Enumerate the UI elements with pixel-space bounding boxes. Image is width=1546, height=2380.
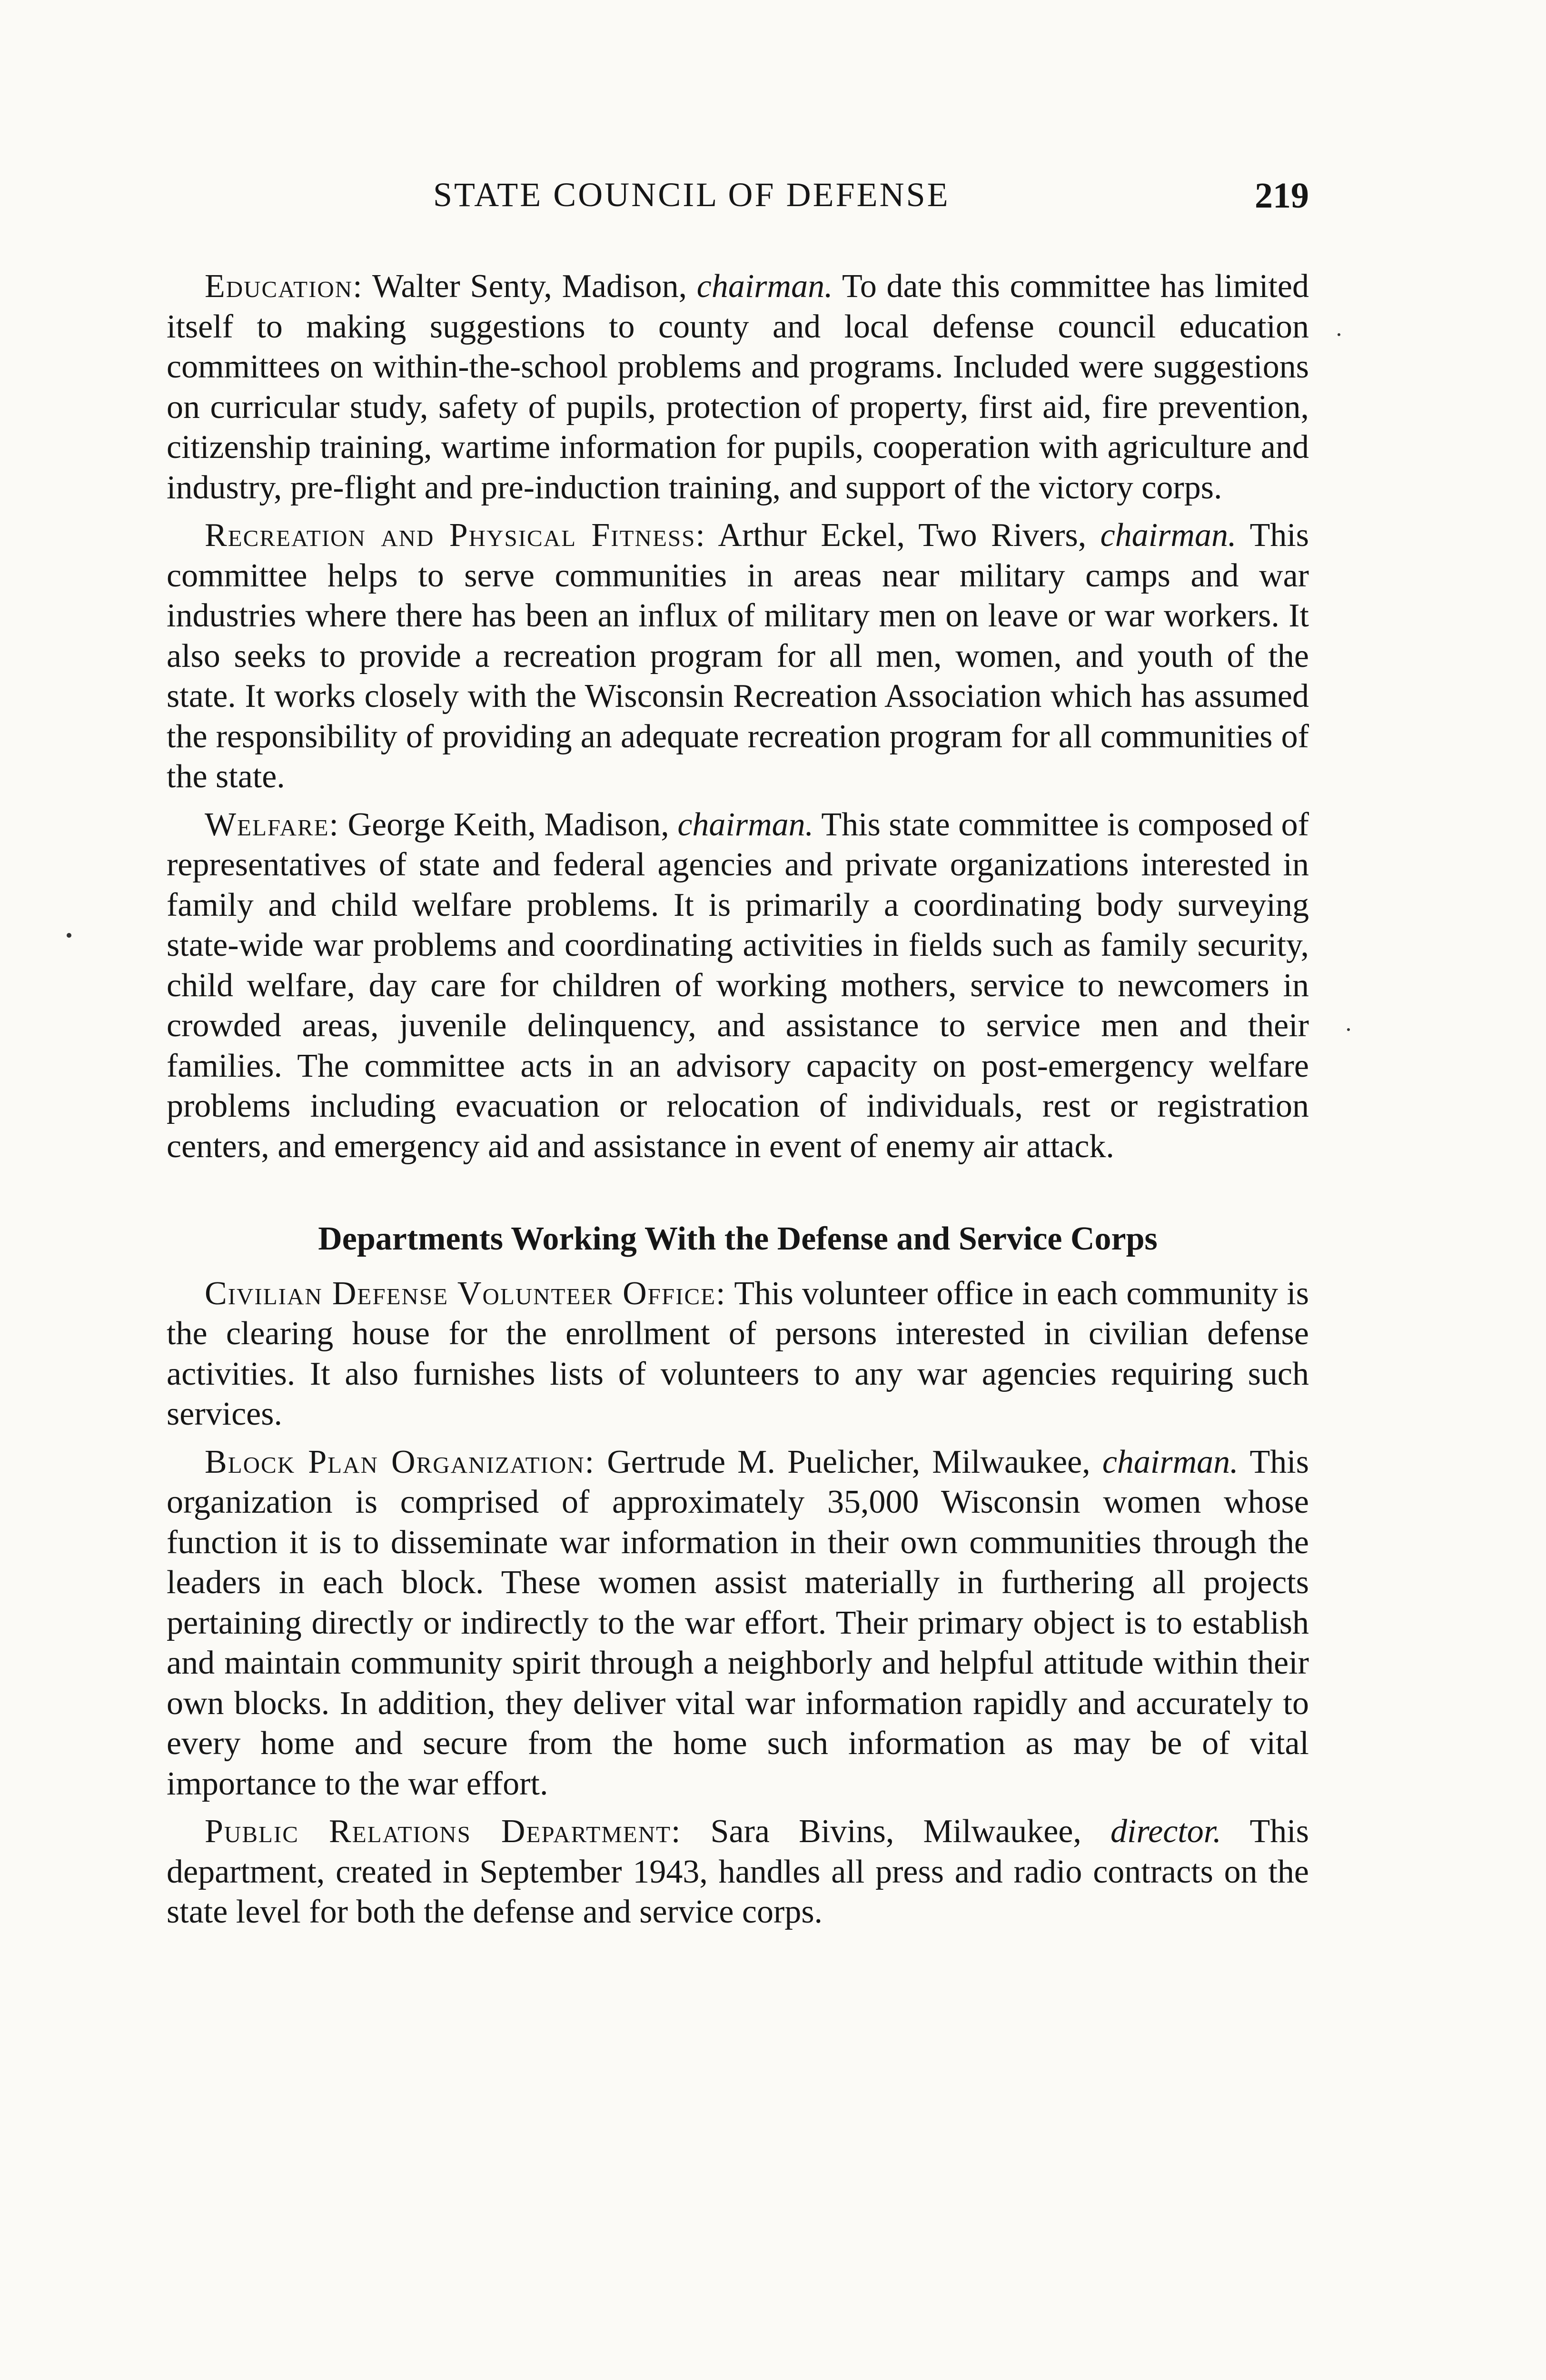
page-number: 219 (1255, 176, 1309, 216)
person-name: Walter Senty, Madison, (372, 268, 687, 305)
running-head (167, 175, 1309, 228)
paragraph-text: This organization is comprised of approximately 35,000 Wisconsin women whose function it is to disseminate war information in their own communities through the leaders in each block. These women assist materially in furthering all projects pertaining directly or indirectly to the war effort. Their primary object is to establish and maintain community spirit through a neighborly and helpful attitude within their own blocks. In addition, they deliver vital war information rapidly and accurately to every home and secure from the home such information as may be of vital importance to the war effort. (167, 1443, 1309, 1802)
person-role: chairman. (677, 806, 814, 843)
section-label: Civilian Defense Volunteer Office: (205, 1275, 726, 1312)
section-label: Welfare: (205, 806, 339, 843)
person-name: Sara Bivins, Milwaukee, (710, 1813, 1081, 1850)
person-role: chairman. (696, 268, 833, 305)
paragraph-education (167, 267, 1309, 508)
person-name: Arthur Eckel, Two Rivers, (718, 517, 1087, 554)
paragraph-block-plan (167, 1442, 1309, 1805)
scan-speck (1347, 1028, 1350, 1031)
paragraph-text: This committee helps to serve communities in areas near military camps and war industries where there has been an influx of military men on leave or war workers. It also seeks to provide a recreation program for all men, women, and youth of the state. It works closely with the Wisconsin Recreation Association which has assumed the responsibility of providing an adequate recreation program for all communities of the state. (167, 517, 1309, 795)
scan-speck (67, 933, 71, 938)
section-label: Public Relations Department: (205, 1813, 682, 1850)
person-name: George Keith, Madison, (347, 806, 669, 843)
body-text (167, 267, 1309, 1940)
paragraph-civilian-defense (167, 1274, 1309, 1435)
paragraph-text: This volunteer office in each community is the clearing house for the enrollment of persons interested in civilian defense activities. It also furnishes lists of volunteers to any war agencies requiring such services. (167, 1275, 1309, 1432)
section-label: Block Plan Organization: (205, 1443, 595, 1480)
paragraph-text: To date this committee has limited itself to making suggestions to county and local defense council education committees on within-the-school problems and programs. Included were suggestions on curricular study, safety of pupils, protection of property, first aid, fire prevention, citizenship training, wartime information for pupils, cooperation with agriculture and industry, pre-flight and pre-induction training, and support of the victory corps. (167, 268, 1309, 506)
scan-speck (1338, 333, 1340, 336)
paragraph-text: This state committee is composed of representatives of state and federal agencies and private organizations interested in family and child welfare problems. It is primarily a coordinating body surveying state-wide war problems and coordinating activities in fields such as family security, child welfare, day care for children of working mothers, service to newcomers in crowded areas, juvenile delinquency, and assistance to service men and their families. The committee acts in an advisory capacity on post-emergency welfare problems including evacuation or relocation of individuals, rest or registration centers, and emergency aid and assistance in event of enemy air attack. (167, 806, 1309, 1165)
section-label: Education: (205, 268, 363, 305)
paragraph-welfare (167, 805, 1309, 1167)
person-role: chairman. (1102, 1443, 1239, 1480)
section-heading: Departments Working With the Defense and Service Corps (318, 1220, 1158, 1257)
paragraph-recreation (167, 516, 1309, 797)
person-name: Gertrude M. Puelicher, Milwaukee, (607, 1443, 1090, 1480)
paragraph-text: This department, created in September 1943, handles all press and radio contracts on the state level for both the defense and service corps. (167, 1813, 1309, 1930)
paragraph-public-relations (167, 1812, 1309, 1933)
person-role: chairman. (1100, 517, 1237, 554)
running-title: STATE COUNCIL OF DEFENSE (433, 176, 950, 214)
section-label: Recreation and Physical Fitness: (205, 517, 706, 554)
person-role: director. (1110, 1813, 1221, 1850)
